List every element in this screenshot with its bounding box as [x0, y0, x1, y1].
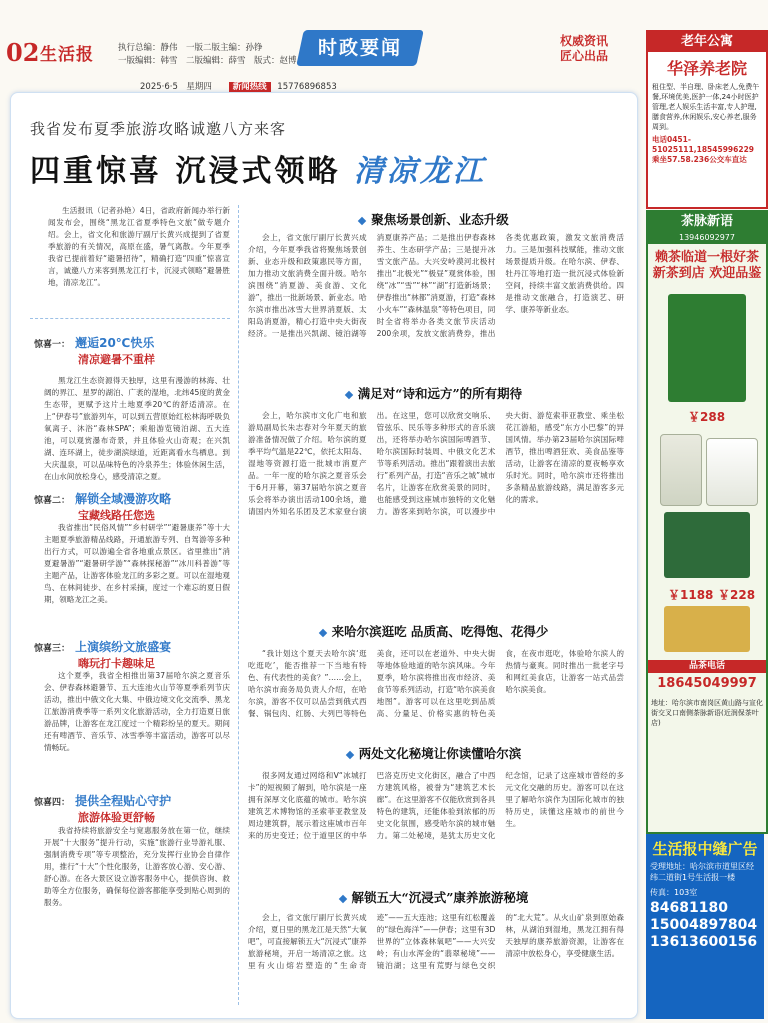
headline-main: 四重惊喜 沉浸式领略: [30, 154, 341, 189]
staff-credits: [118, 42, 298, 68]
tea-address: 地址：哈尔滨市南岗区黄山路与宣化街交叉口南侧茶脉新语(近润保茶叶店): [651, 699, 763, 727]
surprise-1-tag: 惊喜一：: [34, 340, 71, 350]
section-5-body: [248, 912, 624, 1008]
surprise-1-body: [44, 375, 230, 483]
surprise-3-text: 这个夏季，我省全相推出第37届哈尔滨之夏音乐会、伊春森林避暑节、五大连池火山节等夏季系列节庆活动，推出中俄文化大集、中俄边境文化交流季、黑龙江旅游消费季等一系列文化旅游活动，全力打造夏日旅游品牌，让游客在龙江度过一个精彩纷呈的夏天。期间还有啤酒节、音乐节、冰雪季等丰富活动，游客可以尽情畅玩。: [44, 671, 230, 752]
classified-title: 生活报中缝广告: [652, 840, 758, 858]
staff-line-2: 一版编辑：韩雪 二版编辑：薛雪 版式：赵博: [118, 56, 297, 66]
tea-promo-line-2: 新茶到店 欢迎品鉴: [652, 266, 762, 281]
surprise-1-header: [34, 332, 230, 367]
elder-ad-phone: 电话0451-51025111,18545996229: [652, 135, 755, 154]
surprise-2-text: 我省推出“民俗风情”“乡村研学”“避暑康养”等十大主题夏季旅游精品线路，开通旅游专列、自驾游等多种出行方式，可以游遍全省各地重点景区。省里推出“消夏避暑游”“避暑研学游”“森林探秘游”“冰川科普游”等主题产品，让游客体验龙江的多彩之夏。可以在湿地观鸟、在林间徒步、在乡村采摘，度过一个难忘的夏日假期，领略龙江之美。: [44, 523, 230, 604]
page-number: 02: [6, 38, 40, 67]
surprise-3-header: [34, 636, 230, 671]
section-1-text: 会上，省文旅厅副厅长黄兴成介绍，今年夏季我省将聚焦场景创新、业态升级和政策惠民等方面，加力推动文旅消费全面升级。哈尔滨围绕“消夏游、美食游、文化游”，推出一批新场景、新业态。哈尔滨市推出冰雪大世界消夏版、太阳岛消夏游，精心打造中央大街夜经济。一是推出兴凯湖、镜泊湖等消夏康养产品；二是推出伊春森林养生、生态研学产品；三是提升冰雪文旅产品。大兴安岭漠河北极村推出“北极光”“极昼”观赏体验，围绕“冰”“雪”“林”“湖”打造新场景；伊春推出“林都”消夏游，打造“森林小火车”“森林温泉”等特色项目，同时全省将举办各类文旅节庆活动200余项，发放文旅消费券，推出各类优惠政策，激发文旅消费活力。三是加强科技赋能，推动文旅场景提质升级。在哈尔滨、伊春、牡丹江等地打造一批沉浸式体验新空间，持续丰富文旅消费供给。四是推动文旅融合，打造演艺、研学、康养等新业态。: [248, 233, 624, 338]
surprise-3-subtitle: 嗨玩打卡趣味足: [78, 657, 155, 670]
staff-line-1: 执行总编：静伟 一版二版主编：孙铮: [118, 43, 263, 53]
tea-price-1: ￥288: [688, 410, 726, 424]
column-divider: [238, 205, 239, 1005]
surprise-4-text: 我省持续将旅游安全与宽惠服务放在第一位，继续开展“十大服务”提升行动，实施“旅游行业导游礼服、强制消费专项”等专项整治，充分发挥行业协会自律作用，推行“十大”个性化服务，让游客放心游、安心游、舒心游。在各大景区设立游客服务中心，提供咨询、救助等全方位服务，确保每位游客都能享受到贴心周到的服务。: [44, 826, 230, 907]
classified-address: 受理地址：哈尔滨市道里区经纬二道街1号生活报一楼: [650, 862, 754, 882]
section-2-body: [248, 410, 624, 610]
date-line: [140, 80, 337, 92]
hotline-label: 新闻热线: [229, 82, 271, 92]
tea-promo-line-1: 赖茶临道一根好茶: [654, 250, 759, 265]
surprise-4-subtitle: 旅游体验更舒畅: [78, 811, 155, 824]
section-2-text: 会上，哈尔滨市文化广电和旅游局副局长朱志春对今年夏天的旅游准备情况做了介绍。哈尔滨的夏季平均气温是22℃，依托太阳岛、湿地等资源打造一批城市消夏产品。一年一度的哈尔滨之夏音乐会于6月开幕，第37届哈尔滨之夏音乐会将举办演出活动100余场，邀请国内外知名乐团及艺术家登台演出。在这里，您可以欣赏交响乐、管弦乐、民乐等多种形式的音乐演出，还将举办哈尔滨国际啤酒节、哈尔滨国际时装周、中俄文化艺术节等系列活动。推出“跟着演出去旅行”系列产品，打造“音乐之城”城市名片，让游客在欣赏美景的同时，也能感受到这座城市独特的文化魅力。游客来到哈尔滨，可以漫步中央大街、游览索菲亚教堂、乘坐松花江游船，感受“东方小巴黎”的异国风情。举办第23届哈尔滨国际啤酒节，推出啤酒狂欢、美食品鉴等活动，让游客在清凉的夏夜畅享欢乐时光。同时，哈尔滨市还将推出多条精品旅游线路，满足游客多元化的需求。: [248, 411, 624, 516]
elder-care-ad: [646, 30, 768, 209]
tea-call-label: 品茶电话: [648, 660, 766, 673]
classified-fax: 传真：103室: [650, 888, 698, 897]
classified-tel-2: 15004897804: [650, 917, 758, 933]
section-1-title: 聚焦场景创新、业态升级: [244, 210, 624, 228]
tea-price-2: ￥1188: [668, 588, 714, 602]
section-2-title: 满足对“诗和远方”的所有期待: [244, 384, 624, 402]
surprise-2-header: [34, 488, 230, 523]
lead-text: 生活报讯（记者孙艳）4日，省政府新闻办举行新闻发布会，围绕“黑龙江省夏季特色文旅”做专题介绍。会上，省文化和旅游厅副厅长黄兴成提到了省夏季旅游的有关情况，高原在盛，暑气离散。今年夏季我省已提前着好“避暑招待”，精确打造“四重”惊喜宣言，诚邀八方来客到黑龙江打卡，沉浸式领略“避暑胜地，清凉龙江”。: [48, 206, 230, 287]
surprise-2-body: [44, 522, 230, 634]
article-headline: [30, 146, 486, 190]
surprise-4-body: [44, 825, 230, 1005]
tea-tin-image: [660, 434, 702, 506]
elder-ad-addr: 乘坐57.58.236公交车直达: [652, 155, 747, 164]
headline-accent: 清凉龙江: [353, 154, 486, 189]
surprise-2-tag: 惊喜二：: [34, 496, 71, 506]
surprise-2-title: 解锁全域漫游攻略: [75, 492, 172, 506]
tea-box-image: [668, 294, 746, 402]
tea-giftbox-image: [664, 512, 750, 578]
section-5-text: 会上，省文旅厅副厅长黄兴成介绍，夏日里的黑龙江是天然“大氧吧”，可直接解锁五大“沉浸式”康养旅游秘境，开启一场清凉之旅。这里有火山熔岩塑造的“生命奇迹”——五大连池；这里有红松覆盖的“绿色海洋”——伊春；这里有3D世界的“立体森林氧吧”——大兴安岭；有山水浑金的“翡翠秘境”——镜泊湖；这里有荒野与绿色交织的“北大荒”。从火山矿泉到原始森林，从湖泊到湿地，黑龙江拥有得天独厚的康养旅游资源，让游客在清凉中放松身心，享受健康生活。: [248, 913, 624, 970]
slogan: [560, 34, 608, 64]
slogan-line-1: 权威资讯: [560, 34, 609, 48]
tea-price-3: ￥228: [718, 588, 756, 602]
classified-tel-3: 13613600156: [650, 934, 758, 950]
elder-ad-name: 华泽养老院: [666, 59, 747, 78]
surprise-4-header: [34, 790, 230, 825]
surprise-4-tag: 惊喜四：: [34, 798, 71, 808]
tea-ad-title: 茶脉新语: [648, 212, 766, 232]
classified-tel-1: 84681180: [650, 900, 728, 916]
section-3-text: “我计划这个夏天去哈尔滨‘逛吃逛吃’，能否推荐一下当地有特色、有代表性的美食？”……会上，哈尔滨市商务局负责人介绍，在哈尔滨，游客不仅可以品尝到俄式西餐、锅包肉、红肠、大列巴等特色美食，还可以在老道外、中央大街等地体验地道的哈尔滨风味。今年夏季，哈尔滨将推出夜市经济、美食节等系列活动，打造“哈尔滨美食地图”。游客可以在这里吃到品质高、分量足、价格实惠的特色美食，在夜市逛吃，体验哈尔滨人的热情与豪爽。同时推出一批老字号和网红美食店，让游客一站式品尝哈尔滨美食。: [248, 649, 624, 718]
surprise-3-tag: 惊喜三：: [34, 644, 71, 654]
surprise-4-title: 提供全程贴心守护: [75, 794, 172, 808]
section-1-body: [248, 232, 624, 372]
elder-ad-desc: 租住型、半自理、卧床老人,免费午餐,环境优美,医护一体,24小时医护管理,老人娱乐生活丰富,专人护理,膳食营养,休闲娱乐,安心养老,服务周到。: [652, 83, 760, 131]
surprise-1-title: 邂逅20℃快乐: [75, 336, 155, 350]
surprise-2-subtitle: 宝藏线路任您选: [78, 509, 155, 522]
divider: [30, 318, 230, 319]
tea-gift-image: [664, 606, 750, 652]
tea-ad-phone: 13946092977: [648, 232, 766, 244]
tea-ad-promo: [648, 250, 766, 282]
surprise-3-title: 上演缤纷文旅盛宴: [75, 640, 172, 654]
article-subheadline: 我省发布夏季旅游攻略诚邀八方来客: [30, 120, 287, 138]
hotline-number: 15776896853: [277, 82, 337, 92]
issue-date: 2025·6·5 星期四: [140, 82, 212, 92]
article-lead: [48, 205, 230, 313]
surprise-3-body: [44, 670, 230, 782]
paper-name: 生活报: [40, 45, 94, 65]
section-4-body: [248, 770, 624, 866]
slogan-line-2: 匠心出品: [560, 49, 609, 63]
elder-ad-title: 老年公寓: [648, 32, 766, 52]
surprise-1-subtitle: 清凉避暑不重样: [78, 353, 155, 366]
section-4-text: 很多网友通过网络和V“冰城打卡”的短视频了解到，哈尔滨是一座拥有深厚文化底蕴的城市。哈尔滨建筑艺术博物馆的圣索菲亚教堂及周边建筑群，展示着这座城市百年来的历史变迁；位于道里区的中华巴洛克历史文化街区，融合了中西方建筑风格，被誉为“建筑艺术长廊”。在这里游客不仅能欣赏到各具特色的建筑，还能体验到浓郁的历史文化氛围，感受哈尔滨的城市魅力。第二处秘境，是犹太历史文化纪念馆，记录了这座城市曾经的多元文化交融的历史。游客可以在这里了解哈尔滨作为国际化城市的独特历史，读懂这座城市的前世今生。: [248, 771, 624, 840]
section-title: 时政要闻: [317, 37, 402, 59]
section-3-title: 来哈尔滨逛吃 品质高、吃得饱、花得少: [244, 622, 624, 640]
surprise-1-text: 黑龙江生态资源得天独厚，这里有漫游的林海、壮阔的界江、星罗的湖泊、广袤的湿地，北纬45度的黄金生态带，更赋予这片土地夏季20℃的舒适清凉。在上“伊春号”旅游列车，可以到五营原始红松林海呼吸负氧离子、沐浴“森林SPA”；乘船游览镜泊湖、五大连池，可以观赏瀑布奇景，并且体验火山奇观；在兴凯湖、连环湖上，徒步湖滨绿道，近距离看水鸟栖息。到大庆温泉，可以品味特色的冷泉养生；体验休闲生活，在山水间放松身心，感受清凉之夏。: [44, 376, 230, 481]
section-4-title: 两处文化秘境让你读懂哈尔滨: [244, 744, 624, 762]
tea-ad: [646, 210, 768, 834]
section-3-body: [248, 648, 624, 744]
classified-ad: [646, 834, 764, 1019]
tea-jar-image: [706, 438, 758, 506]
section-banner: [296, 30, 424, 66]
section-5-title: 解锁五大“沉浸式”康养旅游秘境: [244, 888, 624, 906]
tea-call-phone: 18645049997: [657, 676, 757, 691]
